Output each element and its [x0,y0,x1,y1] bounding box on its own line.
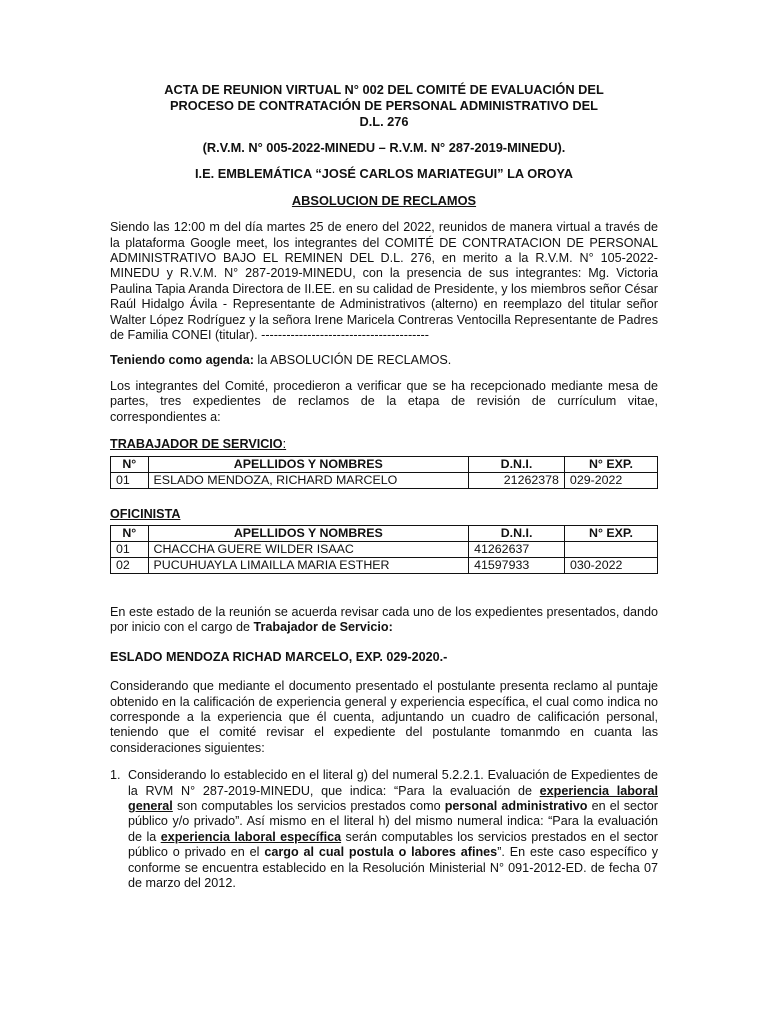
reference-line: (R.V.M. N° 005-2022-MINEDU – R.V.M. N° 287-2019-MINEDU). [202,140,566,155]
col-name-header: APELLIDOS Y NOMBRES [148,525,469,541]
agenda-label: Teniendo como agenda: [110,353,254,368]
document-title [110,82,658,130]
verification-paragraph: Los integrantes del Comité, procedieron a verificar que se ha recepcionado mediante mesa de partes, tres expedientes de reclamos de la etapa de revisión de currículum vitae, correspondientes a: [110,378,658,424]
col-exp-header: N° EXP. [565,525,658,541]
row-number: 01 [111,472,149,488]
list-item-text [128,768,658,891]
row-number: 02 [111,557,149,573]
list-item-number: 1. [110,768,121,783]
row-dni: 41262637 [469,541,565,557]
service-table [110,456,658,489]
institution-line: I.E. EMBLEMÁTICA “JOSÉ CARLOS MARIATEGUI” LA OROYA [194,166,573,182]
list-text-part: en el sector público y/o privado”. Así mismo en el literal h) del mismo numeral indica: “Para la evaluación de la [128,798,658,844]
office-table [110,525,658,574]
service-section-title [110,437,658,452]
row-dni: 21262378 [469,472,565,488]
col-dni-header: D.N.I. [469,456,565,472]
office-section-title: OFICINISTA [110,506,181,521]
subject-heading: ABSOLUCION DE RECLAMOS [291,192,477,208]
col-name-header: APELLIDOS Y NOMBRES [148,456,468,472]
state-paragraph [110,605,658,636]
service-section-title-text: TRABAJADOR DE SERVICIO [110,437,283,452]
state-text: En este estado de la reunión se acuerda revisar cada uno de los expedientes presentados, dando por inicio con el cargo de [110,604,658,635]
service-section-colon: : [282,437,287,452]
list-text-part: serán computables los servicios prestados en el sector público o privado en el [128,829,658,860]
considering-paragraph: Considerando que mediante el documento presentado el postulante presenta reclamo al puntaje obtenido en la calificación de experiencia general y experiencia específica, el cual como indica no corresponde a la experiencia que él cuenta, adjuntando un cuadro de calificación personal, teniendo que el comité revisar el expediente del postulante tomanmdo en cuanta las consideraciones siguientes: [110,679,658,755]
agenda-text: la ABSOLUCIÓN DE RECLAMOS. [253,353,452,368]
col-exp-header: N° EXP. [564,456,657,472]
row-exp [565,541,658,557]
title-line-1: ACTA DE REUNION VIRTUAL N° 002 DEL COMITÉ DE EVALUACIÓN DEL [164,82,604,97]
agenda-paragraph [110,353,658,368]
list-bold-term: personal administrativo [444,798,588,813]
col-dni-header: D.N.I. [469,525,565,541]
list-underlined-term: experiencia laboral general [128,783,658,813]
row-name: ESLADO MENDOZA, RICHARD MARCELO [148,472,468,488]
col-number-header: N° [111,456,149,472]
row-name: PUCUHUAYLA LIMAILLA MARIA ESTHER [148,557,469,573]
list-text-part: Considerando lo establecido en el literal g) del numeral 5.2.2.1. Evaluación de Expedientes de la RVM N° 287-2019-MINEDU, que indica: “Para la evaluación de [128,768,658,798]
intro-paragraph: Siendo las 12:00 m del día martes 25 de enero del 2022, reunidos de manera virtual a través de la plataforma Google meet, los integrantes del COMITÉ DE CONTRATACION DE PERSONAL ADMINISTRATIVO BAJO EL REMINEN DEL D.L. 276, en merito a la R.V.M. N° 105-2022-MINEDU y R.V.M. N° 287-2019-MINEDU, con la presencia de sus integrantes: Mg. Victoria Paulina Tapia Aranda Directora de II.EE. en su calidad de Presidente, y los miembros señor César Raúl Hidalgo Ávila - Representante de Administrativos (alterno) en reemplazo del titular señor Walter López Rodríguez y la señora Irene Maricela Contreras Ventocilla Representante de Padres de Familia CONEI (titular). ---------------------------------------- [110,220,658,343]
row-dni: 41597933 [469,557,565,573]
col-number-header: N° [111,525,149,541]
list-underlined-term: experiencia laboral específica [160,829,342,844]
table-row [111,557,658,573]
table-row [111,541,658,557]
row-name: CHACCHA GUERE WILDER ISAAC [148,541,469,557]
row-exp: 029-2022 [564,472,657,488]
table-header-row [111,456,658,472]
table-header-row [111,525,658,541]
title-line-3: D.L. 276 [359,114,409,129]
list-text-part: son computables los servicios prestados como [172,798,445,813]
list-text-part: ”. En este caso específico y conforme se encuentra establecido en la Resolución Ministerial N° 091-2012-ED. de fecha 07 de marzo del 2012. [128,845,658,890]
document-body [110,82,658,891]
row-number: 01 [111,541,149,557]
table-row [111,472,658,488]
case-heading: ESLADO MENDOZA RICHAD MARCELO, EXP. 029-2020.- [110,649,448,664]
state-bold: Trabajador de Servicio: [253,620,393,635]
row-exp: 030-2022 [565,557,658,573]
list-item [110,768,658,891]
title-line-2: PROCESO DE CONTRATACIÓN DE PERSONAL ADMINISTRATIVO DEL [169,98,598,113]
list-bold-term: cargo al cual postula o labores afines [264,845,498,860]
